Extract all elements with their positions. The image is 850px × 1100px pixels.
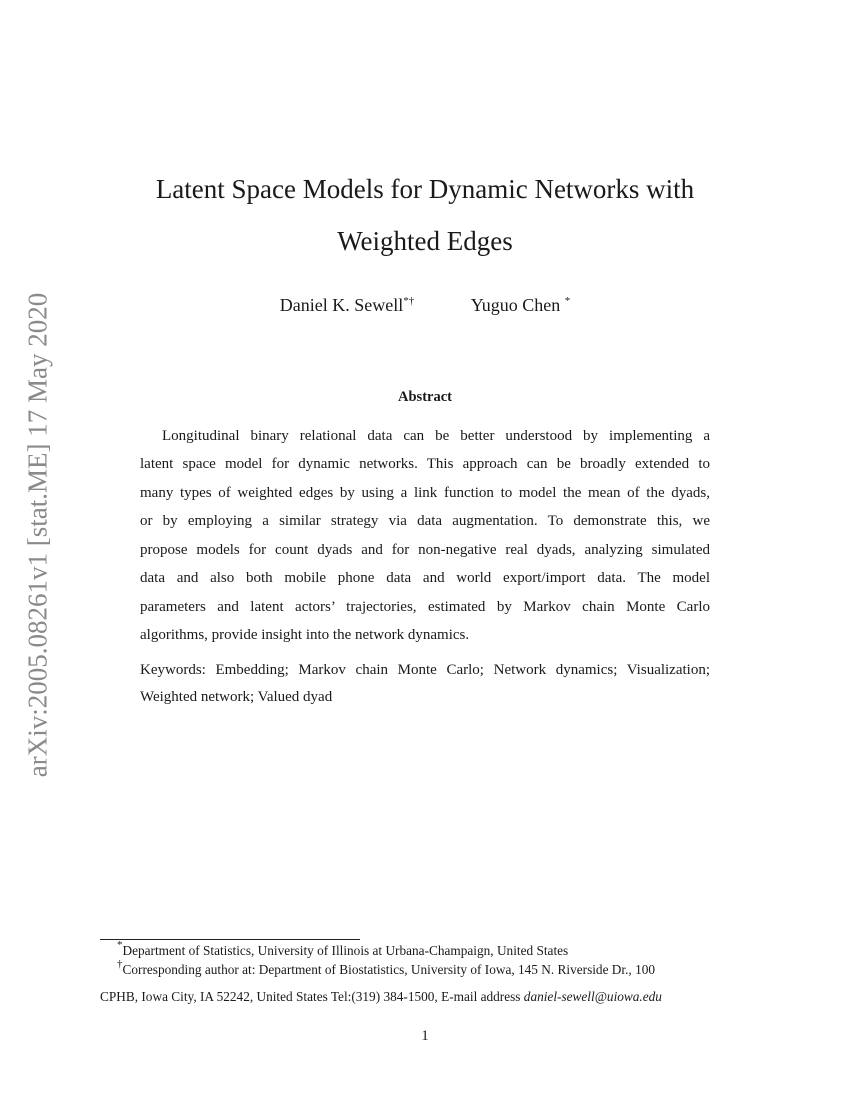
footnote-mark: † <box>117 958 123 970</box>
abstract-line: data and also both mobile phone data and world export/import data. The model <box>140 570 710 586</box>
abstract-line: many types of weighted edges by using a link function to model the mean of the dyads, <box>140 485 710 501</box>
page-number: 1 <box>421 1028 429 1044</box>
author <box>471 295 571 316</box>
abstract-line: parameters and latent actors’ trajectories, estimated by Markov chain Monte Carlo <box>140 599 710 615</box>
keywords-line-1: Keywords: Embedding; Markov chain Monte Carlo; Network dynamics; Visualization; <box>140 662 710 678</box>
author-marks: *† <box>403 295 415 307</box>
abstract-line: Longitudinal binary relational data can be better understood by implementing a <box>162 428 710 444</box>
author <box>280 295 414 316</box>
author-name: Daniel K. Sewell <box>279 295 404 315</box>
title-line-1: Latent Space Models for Dynamic Networks with <box>155 174 695 204</box>
abstract-line: or by employing a similar strategy via data augmentation. To demonstrate this, we <box>140 513 710 529</box>
footnote-mark: * <box>117 939 123 951</box>
arxiv-stamp: arXiv:2005.08261v1 [stat.ME] 17 May 2020 <box>22 292 53 778</box>
author-marks: * <box>564 295 571 307</box>
footnote-2 <box>117 958 656 978</box>
footnote-rule <box>100 939 360 940</box>
footnote-text: CPHB, Iowa City, IA 52242, United States Tel:(319) 384-1500, E-mail address <box>100 989 524 1004</box>
authors <box>0 295 850 316</box>
title-line-2: Weighted Edges <box>337 226 513 256</box>
author-name: Yuguo Chen <box>470 295 561 315</box>
footnote-2-cont <box>100 989 662 1005</box>
email-link[interactable]: daniel-sewell@uiowa.edu <box>523 989 662 1004</box>
footnote-1 <box>117 939 569 959</box>
keywords-line-2: Weighted network; Valued dyad <box>140 689 333 705</box>
footnote-text: Corresponding author at: Department of Biostatistics, University of Iowa, 145 N. Riverside Dr., 100 <box>122 962 656 977</box>
abstract-line: propose models for count dyads and for non-negative real dyads, analyzing simulated <box>140 542 710 558</box>
abstract-heading: Abstract <box>398 389 452 405</box>
abstract-line: latent space model for dynamic networks. This approach can be broadly extended to <box>140 456 710 472</box>
footnote-text: Department of Statistics, University of Illinois at Urbana-Champaign, United States <box>122 943 569 958</box>
abstract-line: algorithms, provide insight into the network dynamics. <box>140 627 470 643</box>
